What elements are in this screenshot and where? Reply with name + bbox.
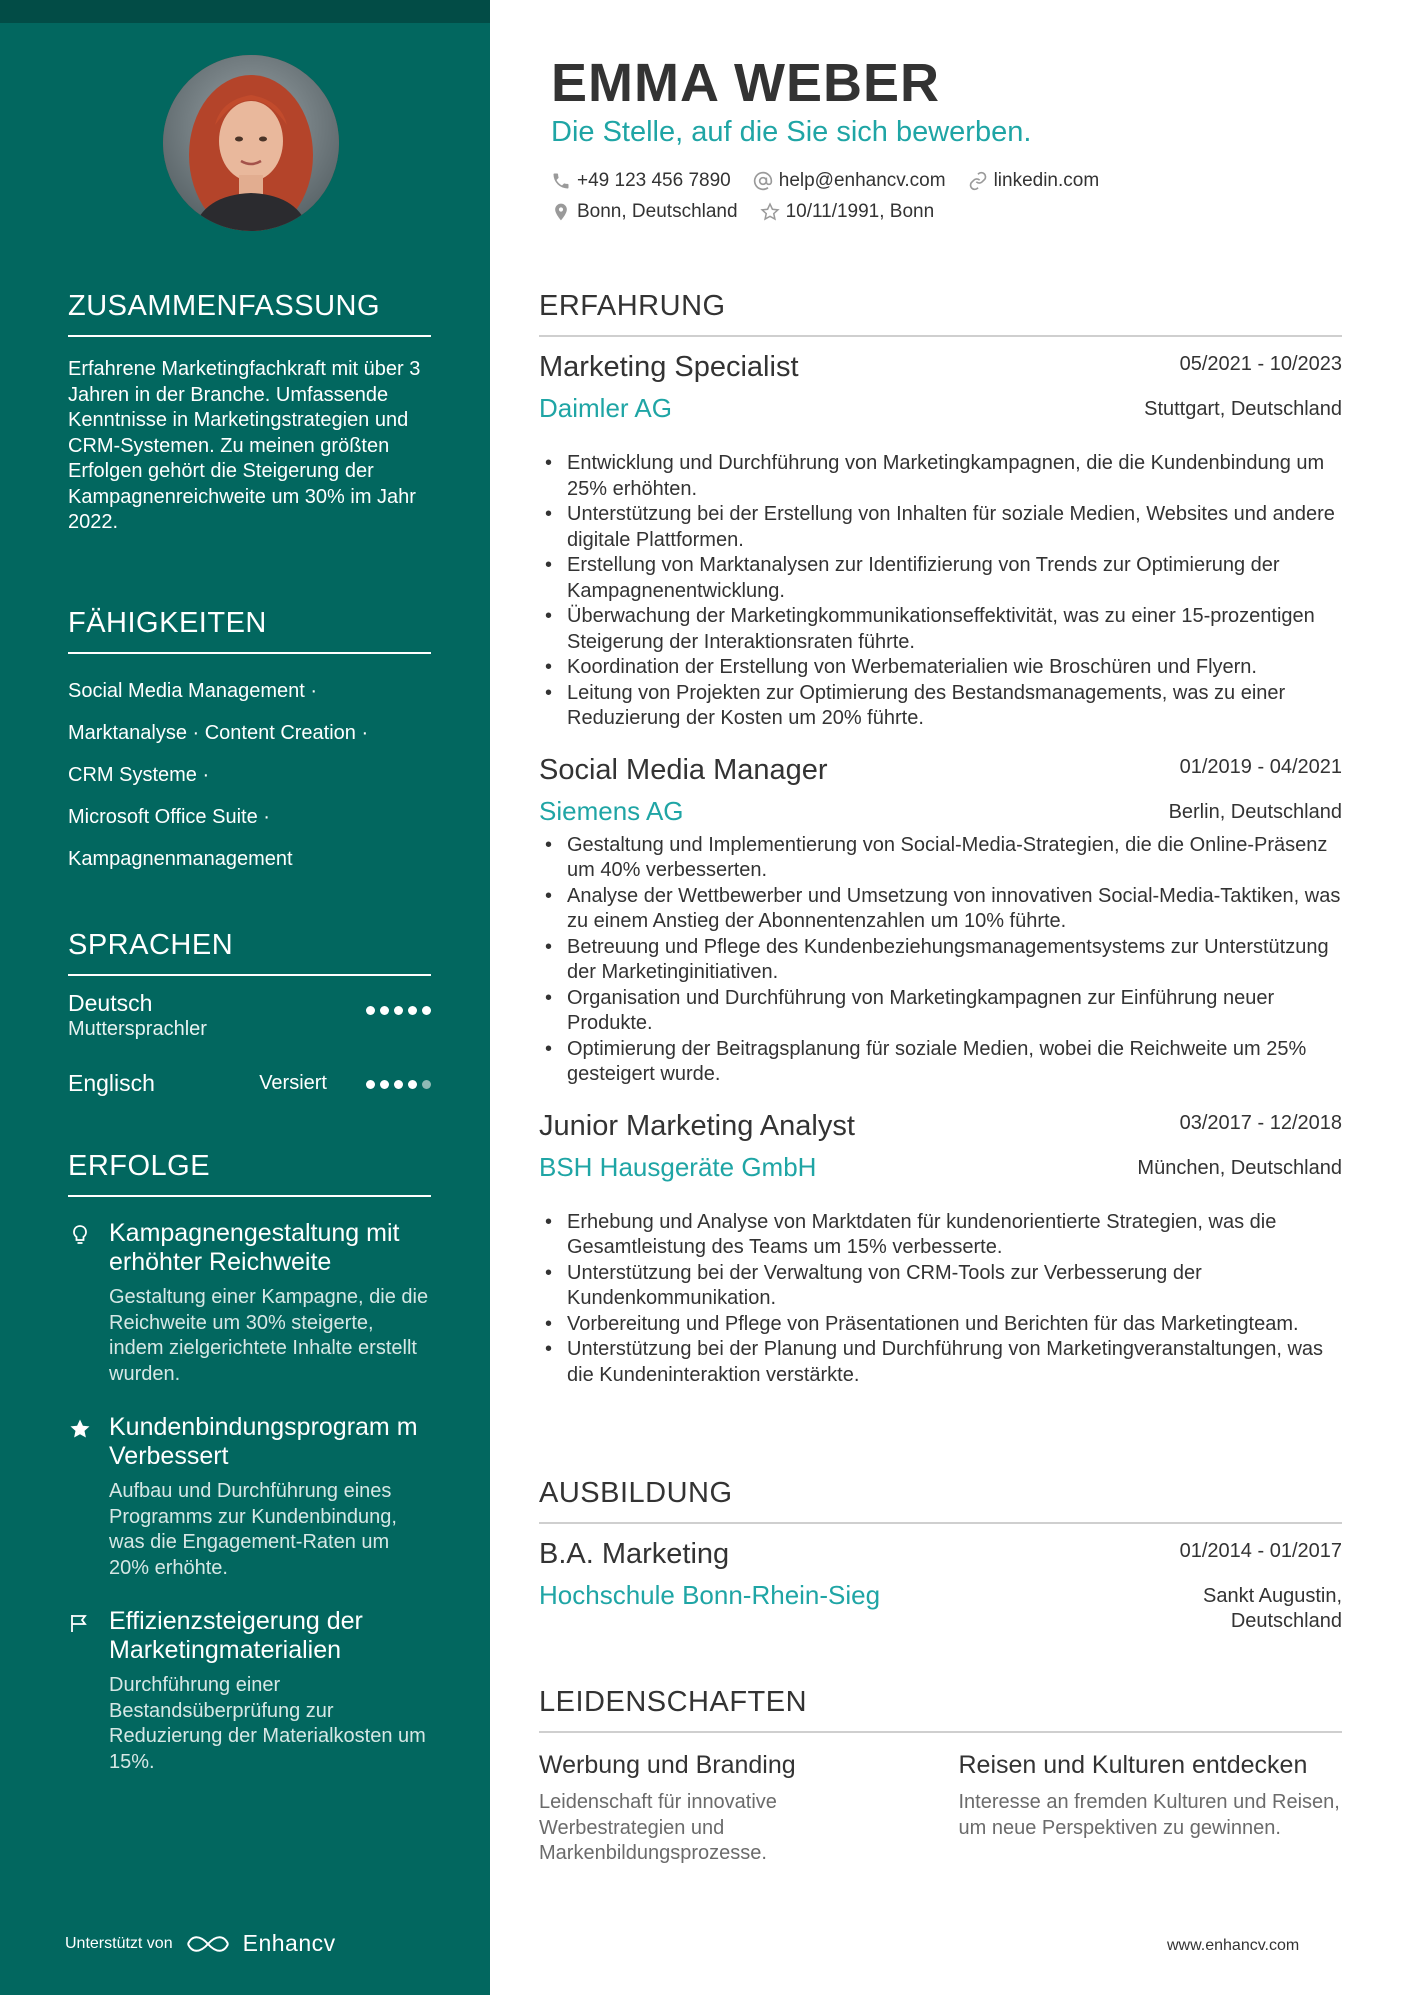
skill-item: Social Media Management · xyxy=(68,680,318,702)
job-bullet: • Unterstützung bei der Erstellung von Inhalten für soziale Medien, Websites und andere digitale Plattformen. xyxy=(539,502,1342,553)
job-bullet: • Unterstützung bei der Planung und Durchführung von Marketingveranstaltungen, was die Kundeninteraktion verstärkte. xyxy=(539,1337,1342,1388)
skill-item: Microsoft Office Suite · xyxy=(68,806,270,828)
passion-item xyxy=(959,1751,1343,1867)
location-pin-icon xyxy=(551,202,571,222)
linkedin-contact[interactable] xyxy=(968,170,1100,192)
job-bullets xyxy=(539,833,1342,1088)
job-bullet: • Erstellung von Marktanalysen zur Identifizierung von Trends zur Optimierung der Kampagnenentwicklung. xyxy=(539,553,1342,604)
achievement-title: Kampagnengestaltung mit erhöhter Reichweite xyxy=(109,1219,400,1276)
job-bullet: • Organisation und Durchführung von Marketingkampagnen zur Einführung neuer Produkte. xyxy=(539,986,1342,1037)
passions-heading: LEIDENSCHAFTEN xyxy=(539,1686,1342,1733)
experience-section xyxy=(539,290,1342,1388)
company-name: Siemens AG xyxy=(539,795,684,826)
candidate-name: EMMA WEBER xyxy=(551,53,940,113)
birth-contact xyxy=(760,201,935,223)
education-heading: AUSBILDUNG xyxy=(539,1477,1342,1524)
rating-dot-filled xyxy=(394,1080,403,1089)
achievement-title: Kundenbindungsprogram m Verbessert xyxy=(109,1413,418,1470)
birth-text: 10/11/1991, Bonn xyxy=(785,201,935,222)
lightbulb-icon xyxy=(68,1223,92,1247)
job-entry xyxy=(539,351,1342,732)
passion-title: Werbung und Branding xyxy=(539,1751,796,1779)
rating-dot-empty xyxy=(422,1080,431,1089)
brand-name: Enhancv xyxy=(242,1930,336,1956)
rating-dot-filled xyxy=(366,1080,375,1089)
phone-contact[interactable] xyxy=(551,170,731,192)
contact-row-2 xyxy=(551,201,934,223)
email-contact[interactable] xyxy=(753,170,946,192)
skills-section xyxy=(68,607,431,880)
company-name: Daimler AG xyxy=(539,393,672,423)
summary-text: Erfahrene Marketingfachkraft mit über 3 Jahren in der Branche. Umfassende Kenntnisse in Marketingstrategien und CRM-Systemen. Zu meinen größten Erfolgen gehört die Steigerung der Kampagnenreichweite um 30% im Jahr 2022. xyxy=(68,358,421,533)
passion-title: Reisen und Kulturen entdecken xyxy=(958,1751,1308,1779)
candidate-role: Die Stelle, auf die Sie sich bewerben. xyxy=(551,116,1032,148)
job-bullet: • Analyse der Wettbewerber und Umsetzung von innovativen Social-Media-Taktiken, was zu einem Anstieg der Abonnentenzahlen um 10% führte. xyxy=(539,884,1342,935)
language-rating xyxy=(366,1006,431,1015)
language-name: Deutsch xyxy=(68,990,153,1016)
link-icon xyxy=(968,171,988,191)
job-bullet: • Leitung von Projekten zur Optimierung des Bestandsmanagements, was zu einer Reduzierung der Kosten um 20% führte. xyxy=(539,681,1342,732)
rating-dot-filled xyxy=(408,1006,417,1015)
job-bullets xyxy=(539,451,1342,732)
job-location: Berlin, Deutschland xyxy=(1168,800,1342,823)
passion-item xyxy=(539,1751,923,1867)
rating-dot-filled xyxy=(366,1006,375,1015)
job-dates: 03/2017 - 12/2018 xyxy=(1179,1111,1342,1134)
job-bullet: • Überwachung der Marketingkommunikationseffektivität, was zu einer 15-prozentigen Steigerung der Interaktionsraten führte. xyxy=(539,604,1342,655)
language-row-englisch xyxy=(68,1070,431,1138)
phone-icon xyxy=(551,171,571,191)
location-text: Bonn, Deutschland xyxy=(577,201,738,222)
job-bullet: • Gestaltung und Implementierung von Social-Media-Strategien, die die Online-Präsenz um 40% verbesserten. xyxy=(539,833,1342,884)
job-location: München, Deutschland xyxy=(1137,1156,1342,1179)
rating-dot-filled xyxy=(394,1006,403,1015)
language-name: Englisch xyxy=(68,1070,155,1096)
passion-text: Leidenschaft für innovative Werbestrategien und Markenbildungsprozesse. xyxy=(539,1791,777,1864)
job-title: Social Media Manager xyxy=(539,753,828,786)
job-dates: 05/2021 - 10/2023 xyxy=(1179,353,1342,375)
job-bullet: • Betreuung und Pflege des Kundenbeziehungsmanagementsystems zur Unterstützung der Marketinginitiativen. xyxy=(539,935,1342,986)
at-icon xyxy=(753,171,773,191)
job-entry xyxy=(539,1110,1342,1389)
achievement-item xyxy=(68,1607,431,1775)
education-section xyxy=(539,1477,1342,1632)
rating-dot-filled xyxy=(408,1080,417,1089)
sidebar xyxy=(0,0,490,1995)
education-location: Sankt Augustin, Deutschland xyxy=(1203,1585,1342,1632)
job-bullet: • Koordination der Erstellung von Werbematerialien wie Broschüren und Flyern. xyxy=(539,655,1342,681)
achievement-title: Effizienzsteigerung der Marketingmaterialien xyxy=(109,1607,363,1664)
footer-url[interactable]: www.enhancv.com xyxy=(1167,1937,1300,1954)
star-outline-icon xyxy=(760,202,780,222)
languages-section xyxy=(68,929,431,1138)
achievement-item xyxy=(68,1219,431,1387)
job-bullet: • Entwicklung und Durchführung von Marketingkampagnen, die die Kundenbindung um 25% erhöhten. xyxy=(539,451,1342,502)
summary-heading: ZUSAMMENFASSUNG xyxy=(68,290,431,337)
passions-section xyxy=(539,1686,1342,1867)
summary-section xyxy=(68,290,431,536)
location-contact xyxy=(551,201,738,223)
flag-icon xyxy=(68,1611,92,1635)
job-bullet: • Unterstützung bei der Verwaltung von CRM-Tools zur Verbesserung der Kundenkommunikation. xyxy=(539,1261,1342,1312)
language-level: Versiert xyxy=(259,1072,327,1094)
language-row-deutsch xyxy=(68,990,431,1058)
skill-item: Kampagnenmanagement xyxy=(68,848,293,870)
sidebar-top-bar xyxy=(0,0,490,23)
achievement-text: Durchführung einer Bestandsüberprüfung zur Reduzierung der Materialkosten um 15%. xyxy=(109,1674,426,1773)
enhancv-logo-icon xyxy=(185,1932,231,1956)
email-text: help@enhancv.com xyxy=(778,170,946,191)
languages-heading: SPRACHEN xyxy=(68,929,431,976)
company-name: BSH Hausgeräte GmbH xyxy=(539,1151,817,1182)
skill-item: CRM Systeme · xyxy=(68,764,210,786)
powered-label: Unterstützt von xyxy=(65,1934,173,1952)
skills-heading: FÄHIGKEITEN xyxy=(68,607,431,654)
avatar xyxy=(163,55,339,231)
achievements-heading: ERFOLGE xyxy=(68,1150,431,1197)
school-name: Hochschule Bonn-Rhein-Sieg xyxy=(539,1580,881,1610)
experience-heading: ERFAHRUNG xyxy=(539,290,1342,337)
job-location: Stuttgart, Deutschland xyxy=(1144,398,1342,420)
contact-row-1 xyxy=(551,170,1099,192)
passion-text: Interesse an fremden Kulturen und Reisen, um neue Perspektiven zu gewinnen. xyxy=(958,1791,1340,1839)
education-dates: 01/2014 - 01/2017 xyxy=(1179,1540,1342,1562)
achievement-text: Aufbau und Durchführung eines Programms zur Kundenbindung, was die Engagement-Raten um 20% erhöhte. xyxy=(109,1480,397,1579)
language-rating xyxy=(366,1080,431,1089)
job-title: Junior Marketing Analyst xyxy=(539,1109,855,1142)
phone-text: +49 123 456 7890 xyxy=(577,170,731,191)
job-bullet: • Erhebung und Analyse von Marktdaten für kundenorientierte Strategien, was die Gesamtleistung des Teams um 15% verbesserte. xyxy=(539,1210,1342,1261)
degree-title: B.A. Marketing xyxy=(539,1538,730,1570)
rating-dot-filled xyxy=(380,1006,389,1015)
rating-dot-filled xyxy=(422,1006,431,1015)
job-dates: 01/2019 - 04/2021 xyxy=(1179,755,1342,778)
achievement-item xyxy=(68,1413,431,1581)
job-bullet: • Optimierung der Beitragsplanung für soziale Medien, wobei die Reichweite um 25% gesteigert wurde. xyxy=(539,1037,1342,1088)
job-bullets xyxy=(539,1210,1342,1389)
language-level: Muttersprachler xyxy=(68,1018,207,1040)
linkedin-text: linkedin.com xyxy=(993,170,1100,191)
rating-dot-filled xyxy=(380,1080,389,1089)
job-title: Marketing Specialist xyxy=(539,351,799,383)
job-bullet: • Vorbereitung und Pflege von Präsentationen und Berichten für das Marketingteam. xyxy=(539,1312,1342,1338)
skill-item: Marktanalyse · Content Creation · xyxy=(68,722,369,744)
achievements-section xyxy=(68,1150,431,1775)
powered-by xyxy=(65,1930,336,1957)
skills-list xyxy=(68,670,431,880)
star-icon xyxy=(68,1417,92,1441)
job-entry xyxy=(539,754,1342,1088)
achievement-text: Gestaltung einer Kampagne, die die Reichweite um 30% steigerte, indem zielgerichtete Inhalte erstellt wurden. xyxy=(109,1286,429,1385)
education-entry xyxy=(539,1538,1342,1632)
